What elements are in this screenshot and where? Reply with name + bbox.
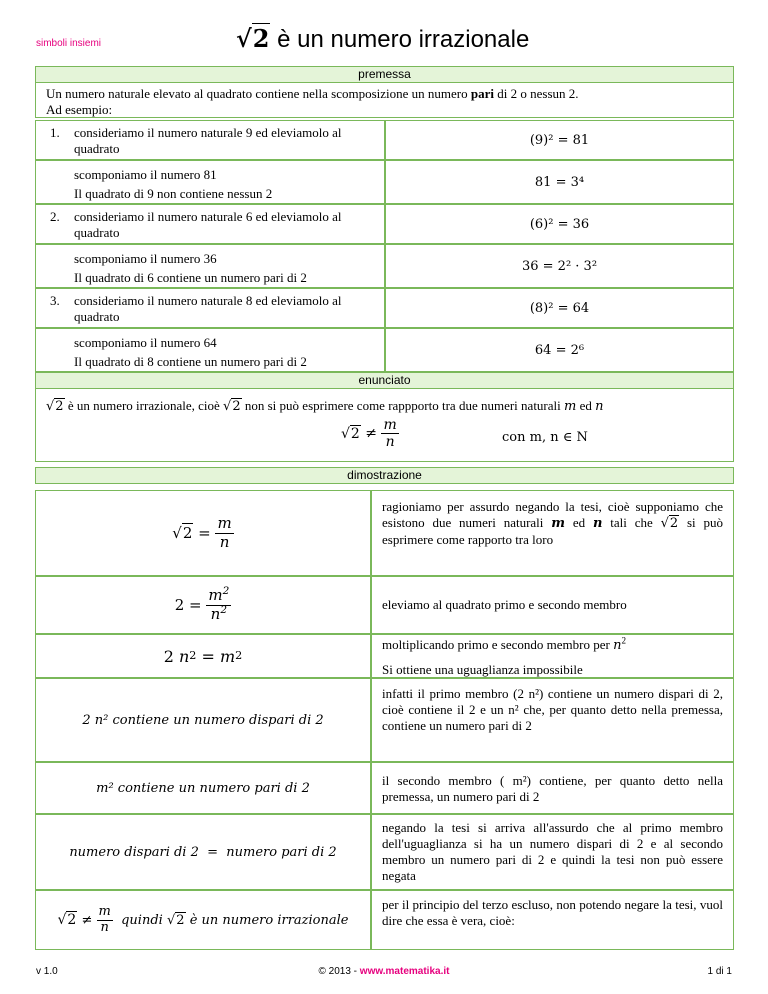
example-eq2: 64 = 2⁶: [385, 328, 734, 372]
example-step1: 2. consideriamo il numero naturale 6 ed eleviamolo al quadrato: [35, 204, 385, 244]
dim-row2-left: 2 = $\frac{m^2}{n^2}$: [35, 576, 371, 634]
dim-row6-right: negando la tesi si arriva all'assurdo che al primo membro dell'uguaglianza si ha un numero dispari di 2 e al secondo membro un numero pari di 2 e quindi la tesi non può essere negata: [371, 814, 734, 890]
dim-row3-right: moltiplicando primo e secondo membro per $n^2$ Si ottiene una uguaglianza impossibile: [371, 634, 734, 678]
enunciato-formula: √2 ≠ $\frac{m}{n}$: [341, 417, 397, 451]
dim-row1-right: ragioniamo per assurdo negando la tesi, cioè supponiamo che esistono due numeri naturali m ed n tali che √2 si può esprimere come rapporto tra loro: [371, 490, 734, 576]
title-text: è un numero irrazionale: [277, 26, 530, 53]
example-eq1: (6)² = 36: [385, 204, 734, 244]
dim-row4-left: 2 n² contiene un numero dispari di 2: [35, 678, 371, 762]
enunciato-text: √2 è un numero irrazionale, cioè √2 non si può esprimere come rappporto tra due numeri naturali m ed n: [46, 398, 604, 414]
dim-row1-left: √2 = $\frac{m}{n}$: [35, 490, 371, 576]
section-enunciato-header: enunciato: [35, 372, 734, 389]
footer-copyright: © 2013 - www.matematika.it: [318, 966, 450, 977]
dim-row7-left: √2 ≠ $\frac{m}{n}$ quindi √2 è un numero irrazionale: [35, 890, 371, 950]
dim-row7-right: per il principio del terzo escluso, non potendo negare la tesi, vuol dire che essa è vera, cioè:: [371, 890, 734, 950]
example-step1: 3. consideriamo il numero naturale 8 ed eleviamolo al quadrato: [35, 288, 385, 328]
section-premessa-header: premessa: [35, 66, 734, 83]
section-dimostrazione-header: dimostrazione: [35, 467, 734, 484]
example-step2: scomponiamo il numero 64 Il quadrato di 8 contiene un numero pari di 2: [35, 328, 385, 372]
enunciato-condition: con m, n ∈ N: [502, 430, 588, 445]
version-label: v 1.0: [36, 966, 58, 977]
example-step1: 1. consideriamo il numero naturale 9 ed eleviamolo al quadrato: [35, 120, 385, 160]
dim-row6-left: numero dispari di 2 = numero pari di 2: [35, 814, 371, 890]
dim-row3-left: 2 n 2 = m 2: [35, 634, 371, 678]
sqrt-symbol: √2: [236, 24, 270, 53]
page-title: [236, 24, 529, 54]
example-eq2: 36 = 2² · 3²: [385, 244, 734, 288]
dim-row4-right: infatti il primo membro (2 n²) contiene un numero dispari di 2, cioè contiene il 2 e un n² che, per quanto detto nella premessa, contiene un numero pari di 2: [371, 678, 734, 762]
premessa-intro-box: [35, 82, 734, 118]
dim-row5-right: il secondo membro ( m²) contiene, per quanto detto nella premessa, un numero pari di 2: [371, 762, 734, 814]
premessa-intro: Un numero naturale elevato al quadrato contiene nella scomposizione un numero pari di 2 o nessun 2. Ad esempio:: [46, 86, 579, 117]
example-eq2: 81 = 3⁴: [385, 160, 734, 204]
example-eq1: (8)² = 64: [385, 288, 734, 328]
example-step2: scomponiamo il numero 36 Il quadrato di 6 contiene un numero pari di 2: [35, 244, 385, 288]
site-link[interactable]: www.matematika.it: [359, 966, 450, 977]
dim-row2-right: eleviamo al quadrato primo e secondo membro: [371, 576, 734, 634]
enunciato-box: [35, 388, 734, 462]
example-eq1: (9)² = 81: [385, 120, 734, 160]
example-step2: scomponiamo il numero 81 Il quadrato di 9 non contiene nessun 2: [35, 160, 385, 204]
dim-row5-left: m² contiene un numero pari di 2: [35, 762, 371, 814]
page-number: 1 di 1: [707, 966, 732, 977]
category-label: simboli insiemi: [36, 38, 102, 49]
